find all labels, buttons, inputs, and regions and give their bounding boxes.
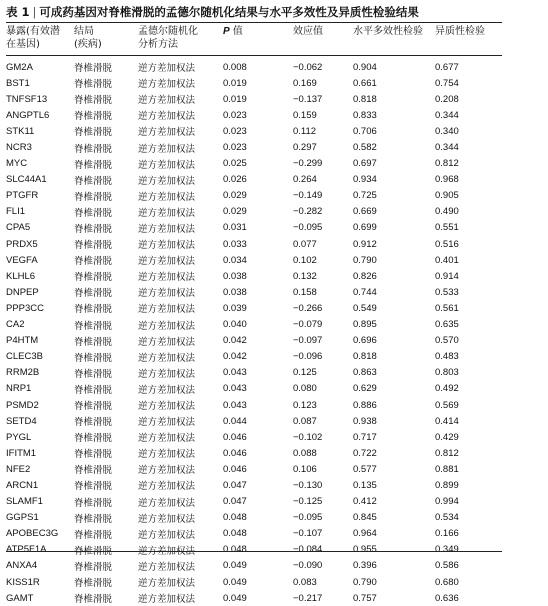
table-row xyxy=(6,526,502,542)
table-row xyxy=(6,252,502,268)
table-row xyxy=(6,268,502,284)
cell-method: 逆方差加权法 xyxy=(138,63,196,75)
table-row xyxy=(6,300,502,316)
cell-gene: DNPEP xyxy=(6,286,39,298)
cell-outcome: 脊椎滑脱 xyxy=(74,594,113,606)
cell-heterogeneity: 0.208 xyxy=(435,93,459,105)
cell-p-value: 0.047 xyxy=(223,479,247,491)
results-table-body xyxy=(6,59,502,606)
header-method-line2: 分析方法 xyxy=(138,39,178,50)
cell-method: 逆方差加权法 xyxy=(138,159,196,171)
table-row xyxy=(6,156,502,172)
cell-heterogeneity: 0.429 xyxy=(435,431,459,443)
cell-gene: SLAMF1 xyxy=(6,496,43,508)
cell-method: 逆方差加权法 xyxy=(138,513,196,525)
table-row xyxy=(6,445,502,461)
cell-pleiotropy: 0.135 xyxy=(353,479,377,491)
cell-pleiotropy: 0.706 xyxy=(353,125,377,137)
cell-pleiotropy: 0.549 xyxy=(353,302,377,314)
cell-method: 逆方差加权法 xyxy=(138,449,196,461)
cell-method: 逆方差加权法 xyxy=(138,368,196,380)
cell-outcome: 脊椎滑脱 xyxy=(74,352,113,364)
cell-effect: −0.095 xyxy=(293,222,323,234)
cell-outcome: 脊椎滑脱 xyxy=(74,143,113,155)
cell-method: 逆方差加权法 xyxy=(138,561,196,573)
table-row xyxy=(6,172,502,188)
cell-heterogeneity: 0.414 xyxy=(435,415,459,427)
cell-outcome: 脊椎滑脱 xyxy=(74,256,113,268)
cell-outcome: 脊椎滑脱 xyxy=(74,111,113,123)
cell-pleiotropy: 0.912 xyxy=(353,238,377,250)
table-row xyxy=(6,542,502,558)
cell-method: 逆方差加权法 xyxy=(138,111,196,123)
cell-effect: −0.130 xyxy=(293,479,323,491)
top-rule xyxy=(6,22,502,23)
header-outcome-line2: (疾病) xyxy=(74,39,102,50)
cell-effect: 0.159 xyxy=(293,109,317,121)
cell-gene: ARCN1 xyxy=(6,479,39,491)
cell-effect: −0.282 xyxy=(293,206,323,218)
cell-heterogeneity: 0.636 xyxy=(435,592,459,604)
cell-heterogeneity: 0.561 xyxy=(435,302,459,314)
cell-p-value: 0.038 xyxy=(223,286,247,298)
cell-heterogeneity: 0.534 xyxy=(435,512,459,524)
cell-p-value: 0.043 xyxy=(223,399,247,411)
cell-p-value: 0.034 xyxy=(223,254,247,266)
cell-effect: 0.264 xyxy=(293,174,317,186)
cell-effect: −0.299 xyxy=(293,158,323,170)
cell-heterogeneity: 0.754 xyxy=(435,77,459,89)
cell-pleiotropy: 0.790 xyxy=(353,576,377,588)
cell-heterogeneity: 0.677 xyxy=(435,61,459,73)
table-row xyxy=(6,574,502,590)
cell-pleiotropy: 0.744 xyxy=(353,286,377,298)
cell-pleiotropy: 0.863 xyxy=(353,367,377,379)
cell-p-value: 0.043 xyxy=(223,367,247,379)
cell-effect: −0.084 xyxy=(293,544,323,556)
cell-outcome: 脊椎滑脱 xyxy=(74,127,113,139)
header-effect: 效应值 xyxy=(293,26,323,37)
cell-gene: GM2A xyxy=(6,61,33,73)
cell-method: 逆方差加权法 xyxy=(138,417,196,429)
cell-pleiotropy: 0.396 xyxy=(353,560,377,572)
cell-outcome: 脊椎滑脱 xyxy=(74,481,113,493)
table-row xyxy=(6,284,502,300)
cell-outcome: 脊椎滑脱 xyxy=(74,223,113,235)
cell-outcome: 脊椎滑脱 xyxy=(74,95,113,107)
cell-p-value: 0.044 xyxy=(223,415,247,427)
cell-outcome: 脊椎滑脱 xyxy=(74,513,113,525)
cell-effect: −0.137 xyxy=(293,93,323,105)
cell-method: 逆方差加权法 xyxy=(138,127,196,139)
cell-effect: 0.125 xyxy=(293,367,317,379)
cell-pleiotropy: 0.582 xyxy=(353,142,377,154)
table-row xyxy=(6,59,502,75)
table-row xyxy=(6,236,502,252)
cell-method: 逆方差加权法 xyxy=(138,95,196,107)
cell-p-value: 0.049 xyxy=(223,560,247,572)
cell-gene: ATP5F1A xyxy=(6,544,47,556)
cell-gene: ANGPTL6 xyxy=(6,109,50,121)
cell-p-value: 0.043 xyxy=(223,383,247,395)
cell-pleiotropy: 0.717 xyxy=(353,431,377,443)
cell-outcome: 脊椎滑脱 xyxy=(74,545,113,557)
cell-effect: 0.132 xyxy=(293,270,317,282)
cell-gene: P4HTM xyxy=(6,335,39,347)
cell-outcome: 脊椎滑脱 xyxy=(74,175,113,187)
table-row xyxy=(6,381,502,397)
cell-gene: CLEC3B xyxy=(6,351,43,363)
cell-outcome: 脊椎滑脱 xyxy=(74,497,113,509)
cell-heterogeneity: 0.340 xyxy=(435,125,459,137)
cell-gene: KLHL6 xyxy=(6,270,36,282)
cell-method: 逆方差加权法 xyxy=(138,304,196,316)
cell-pleiotropy: 0.577 xyxy=(353,463,377,475)
cell-method: 逆方差加权法 xyxy=(138,320,196,332)
cell-gene: SETD4 xyxy=(6,415,37,427)
bottom-rule xyxy=(6,551,502,552)
cell-pleiotropy: 0.757 xyxy=(353,592,377,604)
cell-effect: −0.095 xyxy=(293,512,323,524)
cell-p-value: 0.048 xyxy=(223,544,247,556)
cell-effect: 0.077 xyxy=(293,238,317,250)
cell-p-value: 0.048 xyxy=(223,512,247,524)
cell-outcome: 脊椎滑脱 xyxy=(74,272,113,284)
cell-outcome: 脊椎滑脱 xyxy=(74,304,113,316)
cell-heterogeneity: 0.881 xyxy=(435,463,459,475)
header-exposure-line2: 在基因) xyxy=(6,39,40,50)
cell-gene: GAMT xyxy=(6,592,34,604)
header-p-value xyxy=(223,25,243,38)
cell-pleiotropy: 0.826 xyxy=(353,270,377,282)
header-method xyxy=(138,25,198,51)
cell-p-value: 0.046 xyxy=(223,447,247,459)
cell-heterogeneity: 0.349 xyxy=(435,544,459,556)
cell-outcome: 脊椎滑脱 xyxy=(74,433,113,445)
cell-pleiotropy: 0.833 xyxy=(353,109,377,121)
table-row xyxy=(6,188,502,204)
cell-effect: 0.102 xyxy=(293,254,317,266)
cell-effect: −0.079 xyxy=(293,319,323,331)
cell-outcome: 脊椎滑脱 xyxy=(74,384,113,396)
cell-p-value: 0.049 xyxy=(223,592,247,604)
cell-effect: 0.088 xyxy=(293,447,317,459)
cell-gene: NRP1 xyxy=(6,383,32,395)
cell-p-value: 0.026 xyxy=(223,174,247,186)
cell-method: 逆方差加权法 xyxy=(138,336,196,348)
cell-pleiotropy: 0.697 xyxy=(353,158,377,170)
cell-effect: 0.169 xyxy=(293,77,317,89)
cell-p-value: 0.029 xyxy=(223,190,247,202)
cell-effect: −0.125 xyxy=(293,496,323,508)
cell-outcome: 脊椎滑脱 xyxy=(74,207,113,219)
cell-outcome: 脊椎滑脱 xyxy=(74,417,113,429)
cell-method: 逆方差加权法 xyxy=(138,352,196,364)
cell-gene: VEGFA xyxy=(6,254,38,266)
cell-heterogeneity: 0.586 xyxy=(435,560,459,572)
cell-outcome: 脊椎滑脱 xyxy=(74,320,113,332)
title-text: 可成药基因对脊椎滑脱的孟德尔随机化结果与水平多效性及异质性检验结果 xyxy=(39,5,419,19)
cell-effect: 0.087 xyxy=(293,415,317,427)
cell-outcome: 脊椎滑脱 xyxy=(74,191,113,203)
cell-p-value: 0.023 xyxy=(223,142,247,154)
cell-gene: RRM2B xyxy=(6,367,40,379)
cell-method: 逆方差加权法 xyxy=(138,288,196,300)
table-row xyxy=(6,204,502,220)
cell-effect: −0.102 xyxy=(293,431,323,443)
cell-p-value: 0.029 xyxy=(223,206,247,218)
cell-method: 逆方差加权法 xyxy=(138,79,196,91)
title-separator: | xyxy=(32,5,37,19)
cell-p-value: 0.031 xyxy=(223,222,247,234)
results-table xyxy=(6,59,502,606)
cell-gene: IFITM1 xyxy=(6,447,37,459)
cell-heterogeneity: 0.551 xyxy=(435,222,459,234)
cell-p-value: 0.042 xyxy=(223,335,247,347)
cell-p-value: 0.033 xyxy=(223,238,247,250)
cell-gene: PTGFR xyxy=(6,190,39,202)
cell-outcome: 脊椎滑脱 xyxy=(74,63,113,75)
header-outcome-line1: 结局 xyxy=(74,26,94,37)
cell-gene: APOBEC3G xyxy=(6,528,59,540)
cell-outcome: 脊椎滑脱 xyxy=(74,465,113,477)
header-method-line1: 孟德尔随机化 xyxy=(138,26,198,37)
cell-heterogeneity: 0.344 xyxy=(435,109,459,121)
cell-pleiotropy: 0.669 xyxy=(353,206,377,218)
cell-gene: TNFSF13 xyxy=(6,93,48,105)
header-pleiotropy: 水平多效性检验 xyxy=(353,26,423,37)
cell-method: 逆方差加权法 xyxy=(138,191,196,203)
table-row xyxy=(6,461,502,477)
cell-outcome: 脊椎滑脱 xyxy=(74,240,113,252)
cell-p-value: 0.042 xyxy=(223,351,247,363)
cell-method: 逆方差加权法 xyxy=(138,223,196,235)
cell-gene: PPP3CC xyxy=(6,302,45,314)
cell-effect: 0.297 xyxy=(293,142,317,154)
cell-heterogeneity: 0.516 xyxy=(435,238,459,250)
cell-gene: MYC xyxy=(6,158,28,170)
cell-pleiotropy: 0.886 xyxy=(353,399,377,411)
cell-effect: 0.123 xyxy=(293,399,317,411)
table-row xyxy=(6,365,502,381)
cell-effect: 0.080 xyxy=(293,383,317,395)
cell-heterogeneity: 0.899 xyxy=(435,479,459,491)
table-row xyxy=(6,558,502,574)
cell-heterogeneity: 0.803 xyxy=(435,367,459,379)
cell-pleiotropy: 0.699 xyxy=(353,222,377,234)
header-rule xyxy=(6,55,502,56)
cell-heterogeneity: 0.401 xyxy=(435,254,459,266)
header-outcome xyxy=(74,25,102,51)
table-row xyxy=(6,139,502,155)
cell-heterogeneity: 0.166 xyxy=(435,528,459,540)
table-row xyxy=(6,317,502,333)
header-exposure-line1: 暴露(有效潜 xyxy=(6,26,60,37)
cell-method: 逆方差加权法 xyxy=(138,175,196,187)
cell-pleiotropy: 0.629 xyxy=(353,383,377,395)
cell-method: 逆方差加权法 xyxy=(138,481,196,493)
cell-heterogeneity: 0.905 xyxy=(435,190,459,202)
cell-method: 逆方差加权法 xyxy=(138,594,196,606)
cell-gene: NFE2 xyxy=(6,463,31,475)
cell-gene: CA2 xyxy=(6,319,25,331)
cell-p-value: 0.023 xyxy=(223,109,247,121)
cell-pleiotropy: 0.696 xyxy=(353,335,377,347)
cell-p-value: 0.025 xyxy=(223,158,247,170)
cell-method: 逆方差加权法 xyxy=(138,545,196,557)
cell-outcome: 脊椎滑脱 xyxy=(74,529,113,541)
cell-effect: −0.097 xyxy=(293,335,323,347)
cell-pleiotropy: 0.938 xyxy=(353,415,377,427)
table-row xyxy=(6,429,502,445)
cell-pleiotropy: 0.661 xyxy=(353,77,377,89)
table-row xyxy=(6,75,502,91)
cell-effect: 0.158 xyxy=(293,286,317,298)
cell-pleiotropy: 0.722 xyxy=(353,447,377,459)
cell-gene: SLC44A1 xyxy=(6,174,47,186)
cell-effect: 0.083 xyxy=(293,576,317,588)
cell-gene: PSMD2 xyxy=(6,399,39,411)
table-row xyxy=(6,349,502,365)
table-row xyxy=(6,510,502,526)
table-row xyxy=(6,397,502,413)
table-row xyxy=(6,477,502,493)
table-row xyxy=(6,494,502,510)
cell-heterogeneity: 0.812 xyxy=(435,447,459,459)
cell-effect: −0.107 xyxy=(293,528,323,540)
cell-method: 逆方差加权法 xyxy=(138,433,196,445)
cell-outcome: 脊椎滑脱 xyxy=(74,288,113,300)
cell-p-value: 0.039 xyxy=(223,302,247,314)
cell-method: 逆方差加权法 xyxy=(138,578,196,590)
cell-heterogeneity: 0.483 xyxy=(435,351,459,363)
cell-outcome: 脊椎滑脱 xyxy=(74,336,113,348)
cell-heterogeneity: 0.533 xyxy=(435,286,459,298)
cell-method: 逆方差加权法 xyxy=(138,497,196,509)
header-p-suffix: 值 xyxy=(232,26,243,37)
cell-effect: −0.090 xyxy=(293,560,323,572)
cell-outcome: 脊椎滑脱 xyxy=(74,578,113,590)
cell-method: 逆方差加权法 xyxy=(138,207,196,219)
cell-outcome: 脊椎滑脱 xyxy=(74,368,113,380)
cell-heterogeneity: 0.812 xyxy=(435,158,459,170)
cell-method: 逆方差加权法 xyxy=(138,384,196,396)
cell-pleiotropy: 0.934 xyxy=(353,174,377,186)
cell-method: 逆方差加权法 xyxy=(138,143,196,155)
cell-heterogeneity: 0.635 xyxy=(435,319,459,331)
cell-effect: −0.266 xyxy=(293,302,323,314)
table-row xyxy=(6,590,502,606)
cell-pleiotropy: 0.790 xyxy=(353,254,377,266)
table-number: 表 1 xyxy=(6,5,30,19)
header-heterogeneity: 异质性检验 xyxy=(435,26,485,37)
cell-pleiotropy: 0.412 xyxy=(353,496,377,508)
cell-p-value: 0.046 xyxy=(223,463,247,475)
cell-method: 逆方差加权法 xyxy=(138,240,196,252)
cell-effect: −0.217 xyxy=(293,592,323,604)
cell-p-value: 0.040 xyxy=(223,319,247,331)
cell-effect: 0.112 xyxy=(293,125,317,137)
cell-pleiotropy: 0.904 xyxy=(353,61,377,73)
table-row xyxy=(6,413,502,429)
cell-gene: GGPS1 xyxy=(6,512,39,524)
table-row xyxy=(6,91,502,107)
cell-gene: CPA5 xyxy=(6,222,31,234)
cell-p-value: 0.038 xyxy=(223,270,247,282)
cell-gene: FLI1 xyxy=(6,206,26,218)
cell-heterogeneity: 0.569 xyxy=(435,399,459,411)
cell-gene: ANXA4 xyxy=(6,560,38,572)
cell-heterogeneity: 0.680 xyxy=(435,576,459,588)
table-row xyxy=(6,333,502,349)
cell-gene: BST1 xyxy=(6,77,30,89)
cell-effect: −0.062 xyxy=(293,61,323,73)
cell-p-value: 0.046 xyxy=(223,431,247,443)
cell-p-value: 0.023 xyxy=(223,125,247,137)
table-row xyxy=(6,220,502,236)
cell-p-value: 0.008 xyxy=(223,61,247,73)
cell-p-value: 0.049 xyxy=(223,576,247,588)
cell-gene: STK11 xyxy=(6,125,35,137)
cell-heterogeneity: 0.344 xyxy=(435,142,459,154)
table-title xyxy=(6,4,419,20)
cell-effect: −0.149 xyxy=(293,190,323,202)
table-row xyxy=(6,123,502,139)
cell-p-value: 0.048 xyxy=(223,528,247,540)
cell-p-value: 0.019 xyxy=(223,77,247,89)
cell-heterogeneity: 0.492 xyxy=(435,383,459,395)
cell-method: 逆方差加权法 xyxy=(138,529,196,541)
cell-heterogeneity: 0.968 xyxy=(435,174,459,186)
cell-pleiotropy: 0.725 xyxy=(353,190,377,202)
cell-outcome: 脊椎滑脱 xyxy=(74,401,113,413)
cell-gene: PYGL xyxy=(6,431,32,443)
cell-p-value: 0.019 xyxy=(223,93,247,105)
table-row xyxy=(6,107,502,123)
cell-pleiotropy: 0.895 xyxy=(353,319,377,331)
cell-heterogeneity: 0.490 xyxy=(435,206,459,218)
cell-gene: PRDX5 xyxy=(6,238,38,250)
cell-method: 逆方差加权法 xyxy=(138,256,196,268)
cell-effect: 0.106 xyxy=(293,463,317,475)
cell-heterogeneity: 0.570 xyxy=(435,335,459,347)
cell-heterogeneity: 0.914 xyxy=(435,270,459,282)
cell-outcome: 脊椎滑脱 xyxy=(74,449,113,461)
cell-gene: NCR3 xyxy=(6,142,32,154)
cell-pleiotropy: 0.818 xyxy=(353,93,377,105)
cell-pleiotropy: 0.818 xyxy=(353,351,377,363)
cell-method: 逆方差加权法 xyxy=(138,465,196,477)
cell-pleiotropy: 0.845 xyxy=(353,512,377,524)
header-p-italic: P xyxy=(223,26,230,37)
cell-pleiotropy: 0.955 xyxy=(353,544,377,556)
cell-outcome: 脊椎滑脱 xyxy=(74,79,113,91)
cell-method: 逆方差加权法 xyxy=(138,272,196,284)
cell-heterogeneity: 0.994 xyxy=(435,496,459,508)
cell-method: 逆方差加权法 xyxy=(138,401,196,413)
cell-effect: −0.096 xyxy=(293,351,323,363)
cell-outcome: 脊椎滑脱 xyxy=(74,159,113,171)
cell-gene: KISS1R xyxy=(6,576,40,588)
cell-p-value: 0.047 xyxy=(223,496,247,508)
header-exposure xyxy=(6,25,60,51)
cell-pleiotropy: 0.964 xyxy=(353,528,377,540)
cell-outcome: 脊椎滑脱 xyxy=(74,561,113,573)
